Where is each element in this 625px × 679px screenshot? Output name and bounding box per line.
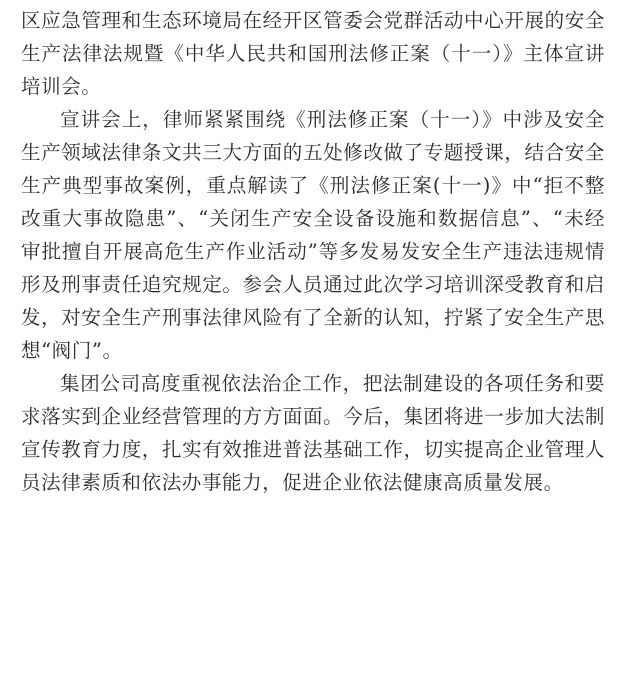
paragraph-continuation: 区应急管理和生态环境局在经开区管委会党群活动中心开展的安全生产法律法规暨《中华人民共和国刑法修正案（十一）》主体宣讲培训会。 — [21, 9, 605, 98]
article-body — [21, 4, 605, 499]
paragraph-group-commitment: 集团公司高度重视依法治企工作，把法制建设的各项任务和要求落实到企业经营管理的方方面面。今后，集团将进一步加大法制宣传教育力度，扎实有效推进普法基础工作，切实提高企业管理人员法律素质和依法办事能力，促进企业依法健康高质量发展。 — [21, 372, 605, 494]
paragraph-lecture: 宣讲会上，律师紧紧围绕《刑法修正案（十一）》中涉及安全生产领域法律条文共三大方面的五处修改做了专题授课，结合安全生产典型事故案例，重点解读了《刑法修正案(十一)》中“拒不整改重大事故隐患”、“关闭生产安全设备设施和数据信息”、“未经审批擅自开展高危生产作业活动”等多发易发安全生产违法违规情形及刑事责任追究规定。参会人员通过此次学习培训深受教育和启发，对安全生产刑事法律风险有了全新的认知，拧紧了安全生产思想“阀门”。 — [21, 108, 605, 362]
